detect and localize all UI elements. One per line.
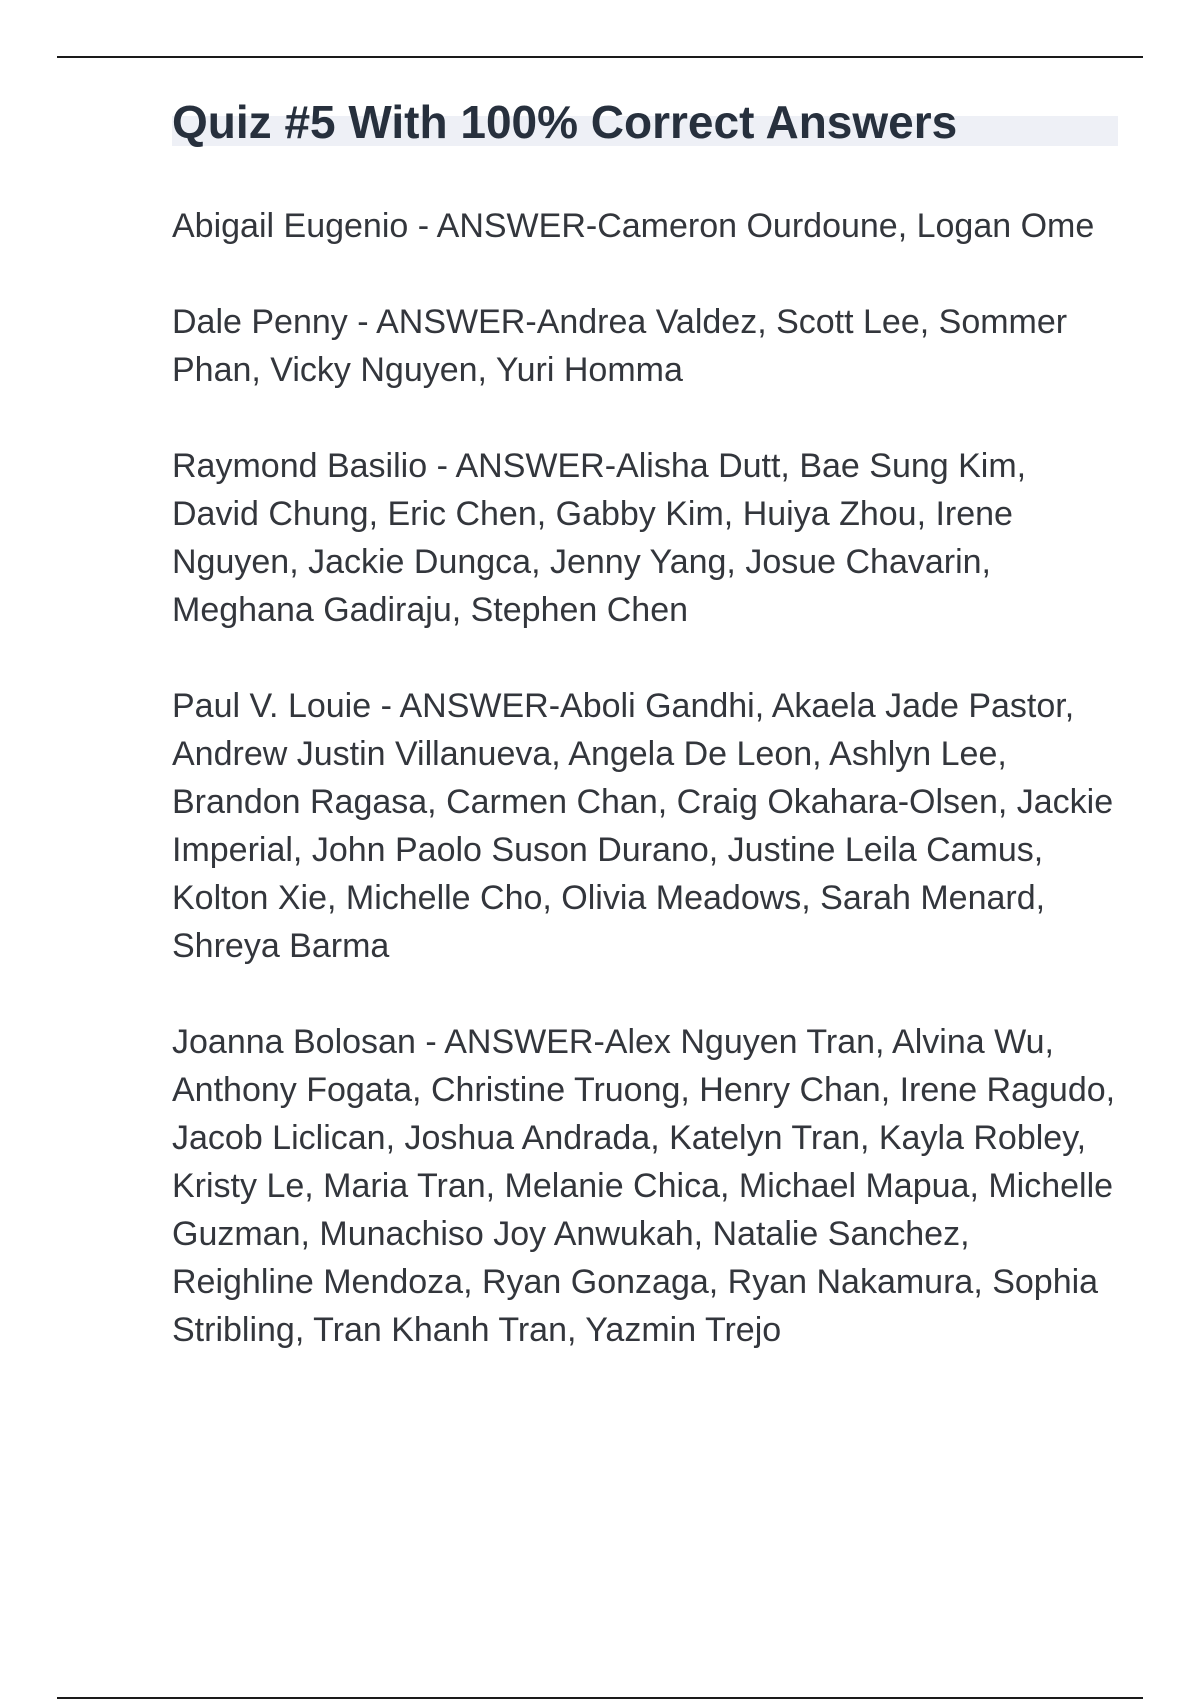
qa-entry — [172, 298, 1118, 394]
qa-entry — [172, 442, 1118, 634]
qa-list — [172, 202, 1118, 1354]
qa-separator: - ANSWER- — [371, 687, 561, 725]
top-divider — [57, 56, 1143, 58]
bottom-divider — [57, 1697, 1143, 1699]
document-body — [172, 92, 1118, 1402]
qa-entry — [172, 202, 1118, 250]
qa-question: Raymond Basilio — [172, 447, 428, 485]
qa-question: Paul V. Louie — [172, 687, 372, 725]
page-title: Quiz #5 With 100% Correct Answers — [172, 96, 958, 148]
qa-question: Abigail Eugenio — [172, 207, 409, 245]
qa-answer: Cameron Ourdoune, Logan Ome — [597, 207, 1095, 245]
qa-answer: Andrea Valdez, Scott Lee, Sommer Phan, Vicky Nguyen, Yuri Homma — [172, 303, 1068, 389]
qa-separator: - ANSWER- — [427, 447, 617, 485]
qa-separator: - ANSWER- — [347, 303, 537, 341]
qa-entry — [172, 1018, 1118, 1354]
qa-question: Dale Penny — [172, 303, 348, 341]
qa-answer: Alisha Dutt, Bae Sung Kim, David Chung, Eric Chen, Gabby Kim, Huiya Zhou, Irene Nguyen, Jackie Dungca, Jenny Yang, Josue Chavarin, Meghana Gadiraju, Stephen Chen — [172, 447, 1027, 629]
qa-answer: Alex Nguyen Tran, Alvina Wu, Anthony Fogata, Christine Truong, Henry Chan, Irene Ragudo, Jacob Liclican, Joshua Andrada, Katelyn Tran, Kayla Robley, Kristy Le, Maria Tran, Melanie Chica, Michael Mapua, Michelle Guzman, Munachiso Joy Anwukah, Natalie Sanchez, Reighline Mendoza, Ryan Gonzaga, Ryan Nakamura, Sophia Stribling, Tran Khanh Tran, Yazmin Trejo — [172, 1023, 1116, 1349]
qa-separator: - ANSWER- — [415, 1023, 605, 1061]
qa-separator: - ANSWER- — [408, 207, 598, 245]
title-block — [172, 92, 1118, 152]
qa-entry — [172, 682, 1118, 970]
qa-question: Joanna Bolosan — [172, 1023, 416, 1061]
qa-answer: Aboli Gandhi, Akaela Jade Pastor, Andrew Justin Villanueva, Angela De Leon, Ashlyn Lee, Brandon Ragasa, Carmen Chan, Craig Okahara-Olsen, Jackie Imperial, John Paolo Suson Durano, Justine Leila Camus, Kolton Xie, Michelle Cho, Olivia Meadows, Sarah Menard, Shreya Barma — [172, 687, 1114, 965]
